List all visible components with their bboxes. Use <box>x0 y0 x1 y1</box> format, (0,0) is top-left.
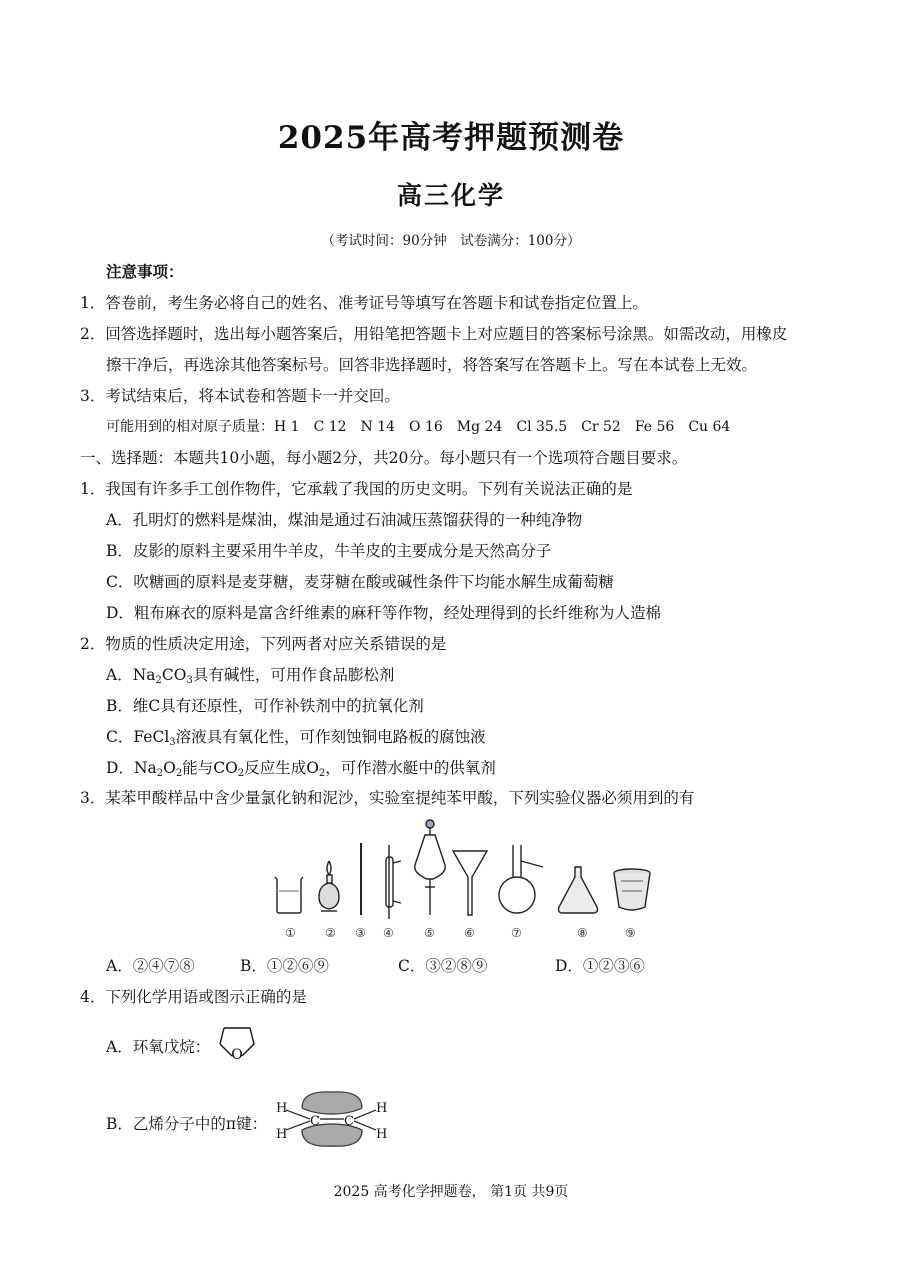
distillation-flask-icon <box>499 845 543 913</box>
formula-na2o2: $Na_2O_2$ <box>133 759 183 779</box>
carbon-atom-label: C <box>310 1114 320 1129</box>
condenser-icon <box>386 845 401 919</box>
ethylene-pi-bond-diagram <box>272 1088 392 1150</box>
q3-option-d: D．①②③⑥ <box>555 957 645 975</box>
q1-option-c: C．吹糖画的原料是麦芽糖，麦芽糖在酸或碱性条件下均能水解生成葡萄糖 <box>106 573 614 591</box>
alcohol-lamp-icon <box>319 861 339 911</box>
note-text: 答卷前，考生务必将自己的姓名、准考证号等填写在答题卡和试卷指定位置上。 <box>105 294 648 312</box>
note-item-2-cont: 擦干净后，再选涂其他答案标号。回答非选择题时，将答案写在答题卡上。写在本试卷上无效。 <box>106 356 758 374</box>
note-num: 1． <box>80 294 106 312</box>
formula-na2co3: $Na_2CO_3$ <box>132 666 193 686</box>
apparatus-label-9: ⑨ <box>625 926 636 940</box>
apparatus-label-7: ⑦ <box>511 926 522 940</box>
q4-stem: 4．下列化学用语或图示正确的是 <box>80 988 307 1006</box>
note-text: 考试结束后，将本试卷和答题卡一并交回。 <box>105 387 400 405</box>
q2-option-a <box>106 663 394 685</box>
apparatus-label-1: ① <box>285 926 296 940</box>
q2-stem: 2．物质的性质决定用途，下列两者对应关系错误的是 <box>80 635 447 653</box>
q3-option-c: C．③②⑧⑨ <box>398 957 488 975</box>
q2-option-c <box>106 725 486 747</box>
apparatus-label-4: ④ <box>383 926 394 940</box>
hydrogen-atom-label: H <box>376 1101 388 1116</box>
beaker-icon <box>275 877 303 913</box>
note-item-2 <box>80 322 787 344</box>
option-text: 具有碱性，可用作食品膨松剂 <box>192 666 395 684</box>
oxygen-atom-label: O <box>231 1047 243 1062</box>
option-label: D． <box>106 759 134 777</box>
apparatus-label-8: ⑧ <box>577 926 588 940</box>
q1-option-b: B．皮影的原料主要采用牛羊皮，牛羊皮的主要成分是天然高分子 <box>106 542 552 560</box>
apparatus-label-6: ⑥ <box>464 926 475 940</box>
exam-info: （考试时间：90分钟 试卷满分：100分） <box>321 233 581 249</box>
option-label: C． <box>106 728 134 746</box>
page-title: 2025年高考押题预测卷 <box>277 120 625 156</box>
formula-co2: $CO_2$ <box>213 759 245 779</box>
q3-option-a: A．②④⑦⑧ <box>106 957 195 975</box>
separatory-funnel-icon <box>415 820 446 915</box>
q4-option-b: B．乙烯分子中的π键： <box>106 1115 268 1133</box>
lab-apparatus-figure <box>265 815 655 925</box>
carbon-atom-label: C <box>344 1114 354 1129</box>
subject-title: 高三化学 <box>396 181 505 210</box>
option-label: A． <box>106 666 133 684</box>
q3-option-b: B．①②⑥⑨ <box>240 957 329 975</box>
formula-fecl3: FeCl$_3$ <box>133 728 176 748</box>
hydrogen-atom-label: H <box>276 1127 288 1142</box>
note-num: 3． <box>80 387 106 405</box>
apparatus-label-3: ③ <box>355 926 366 940</box>
note-text: 回答选择题时，选出每小题答案后，用铅笔把答题卡上对应题目的答案标号涂黑。如需改动，用橡皮 <box>105 325 788 343</box>
note-item-1 <box>80 291 648 313</box>
note-num: 2． <box>80 325 106 343</box>
conical-flask-icon <box>559 867 598 913</box>
page-footer: 2025 高考化学押题卷， 第1页 共9页 <box>333 1184 569 1200</box>
atomic-masses: 可能用到的相对原子质量：H 1 C 12 N 14 O 16 Mg 24 Cl 35.5 Cr 52 Fe 56 Cu 64 <box>106 419 731 435</box>
option-text: 溶液具有氧化性，可作刻蚀铜电路板的腐蚀液 <box>175 728 486 746</box>
q4-option-a: A．环氧戊烷： <box>106 1038 211 1056</box>
hydrogen-atom-label: H <box>276 1101 288 1116</box>
apparatus-label-5: ⑤ <box>424 926 435 940</box>
crucible-icon <box>614 869 650 910</box>
notes-heading: 注意事项： <box>106 262 184 281</box>
q3-stem: 3．某苯甲酸样品中含少量氯化钠和泥沙，实验室提纯苯甲酸，下列实验仪器必须用到的有 <box>80 789 695 807</box>
formula-o2: $O_2$ <box>306 759 326 779</box>
q2-option-d: D．$Na_2O_2$能与$CO_2$反应生成$O_2$，可作潜水艇中的供氧剂 <box>106 759 496 779</box>
section-1-heading: 一、选择题：本题共10小题，每小题2分，共20分。每小题只有一个选项符合题目要求。 <box>80 449 688 467</box>
q1-option-a: A．孔明灯的燃料是煤油，煤油是通过石油减压蒸馏获得的一种纯净物 <box>106 511 583 529</box>
note-item-3 <box>80 384 400 406</box>
q1-option-d: D．粗布麻衣的原料是富含纤维素的麻秆等作物，经处理得到的长纤维称为人造棉 <box>106 604 661 622</box>
q2-option-b: B．维C具有还原性，可作补铁剂中的抗氧化剂 <box>106 697 424 715</box>
hydrogen-atom-label: H <box>376 1127 388 1142</box>
cyclopentane-oxide-structure <box>214 1016 260 1062</box>
q1-stem: 1．我国有许多手工创作物件，它承载了我国的历史文明。下列有关说法正确的是 <box>80 480 633 498</box>
apparatus-label-2: ② <box>325 926 336 940</box>
funnel-icon <box>453 851 487 915</box>
